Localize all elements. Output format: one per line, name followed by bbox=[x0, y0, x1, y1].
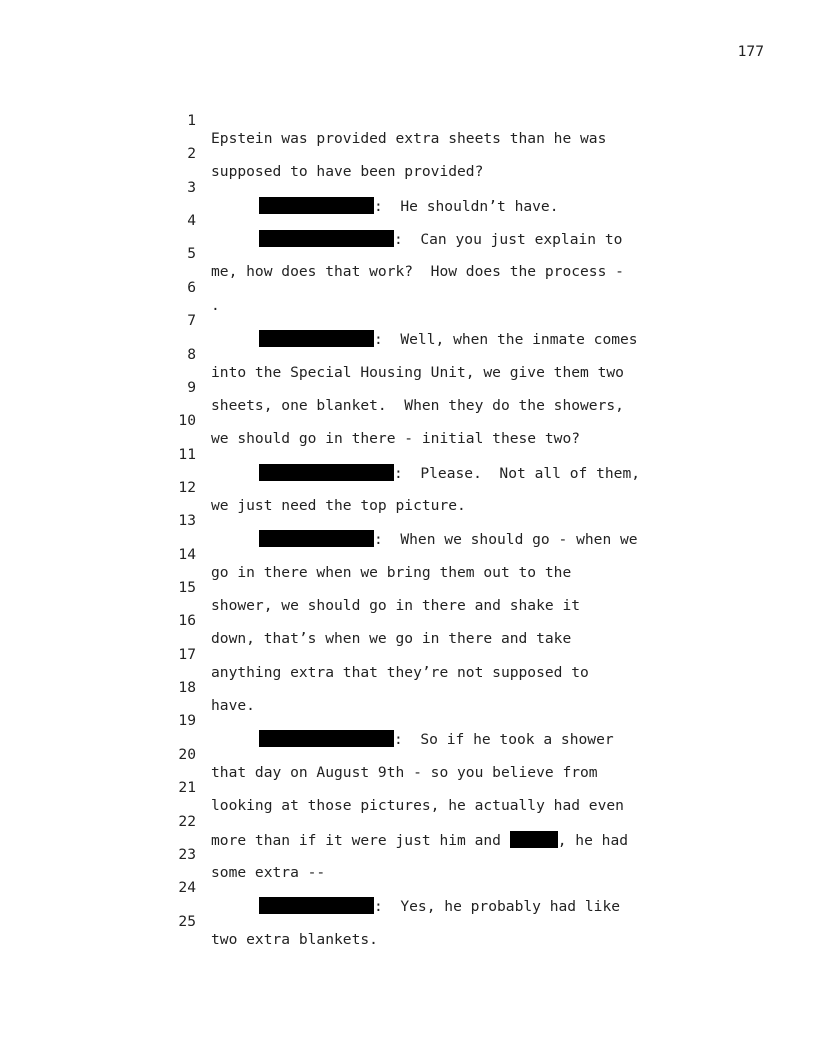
transcript-line bbox=[0, 227, 816, 281]
line-text: we just need the top picture. bbox=[211, 496, 466, 514]
line-text: two extra blankets. bbox=[211, 930, 378, 948]
transcript-line bbox=[0, 461, 816, 514]
transcript-line bbox=[0, 394, 816, 448]
line-text: . bbox=[211, 296, 220, 314]
transcript-line bbox=[0, 127, 816, 181]
transcript-line bbox=[0, 661, 816, 715]
line-number: 6 bbox=[187, 278, 196, 296]
line-text: have. bbox=[211, 697, 255, 715]
line-number: 5 bbox=[187, 245, 196, 263]
transcript-line bbox=[0, 161, 816, 215]
line-number: 19 bbox=[178, 712, 196, 730]
line-number: 8 bbox=[187, 345, 196, 363]
line-text: sheets, one blanket. When they do the showers, bbox=[211, 396, 624, 414]
line-number: 24 bbox=[178, 879, 196, 897]
line-text: : Please. Not all of them, bbox=[394, 464, 641, 482]
line-text: anything extra that they’re not supposed to bbox=[211, 663, 589, 681]
transcript-line bbox=[0, 628, 816, 681]
transcript-line bbox=[0, 828, 816, 881]
line-number: 16 bbox=[178, 612, 196, 630]
line-text: : Can you just explain to bbox=[394, 231, 623, 249]
line-text: looking at those pictures, he actually had even bbox=[211, 797, 624, 815]
transcript-line bbox=[0, 728, 816, 781]
transcript-line bbox=[0, 895, 816, 948]
line-text: we should go in there - initial these two? bbox=[211, 430, 581, 448]
line-text: me, how does that work? How does the process - bbox=[211, 263, 624, 281]
transcript-line bbox=[0, 761, 816, 815]
transcript-line bbox=[0, 261, 816, 314]
transcript-line bbox=[0, 528, 816, 581]
line-text: Epstein was provided extra sheets than he was bbox=[211, 130, 607, 147]
line-number: 7 bbox=[187, 312, 196, 330]
line-text: : When we should go - when we bbox=[374, 531, 638, 549]
line-number: 20 bbox=[178, 745, 196, 763]
transcript-line bbox=[0, 194, 816, 249]
transcript-line bbox=[0, 494, 816, 549]
line-number: 2 bbox=[187, 145, 196, 163]
line-number: 10 bbox=[178, 412, 196, 430]
transcript-line bbox=[0, 294, 816, 349]
line-text: : So if he took a shower bbox=[394, 731, 614, 749]
transcript-line bbox=[0, 861, 816, 916]
line-text: go in there when we bring them out to the bbox=[211, 563, 572, 581]
transcript-body bbox=[0, 94, 816, 948]
line-number: 25 bbox=[178, 912, 196, 930]
line-text: more than if it were just him and bbox=[211, 831, 510, 849]
line-number: 3 bbox=[187, 178, 196, 196]
line-number: 11 bbox=[178, 445, 196, 463]
line-text: shower, we should go in there and shake it bbox=[211, 597, 581, 615]
transcript-line bbox=[0, 694, 816, 749]
transcript-line bbox=[0, 361, 816, 414]
line-text: supposed to have been provided? bbox=[211, 163, 484, 181]
line-text-after: , he had bbox=[557, 831, 629, 849]
page-number: 177 bbox=[737, 43, 764, 60]
line-text: : Well, when the inmate comes bbox=[374, 331, 638, 349]
transcript-line bbox=[0, 594, 816, 648]
line-text: down, that’s when we go in there and take bbox=[211, 630, 572, 648]
line-number: 1 bbox=[187, 112, 196, 129]
line-number: 9 bbox=[187, 378, 196, 396]
line-number: 22 bbox=[178, 812, 196, 830]
line-number: 21 bbox=[178, 779, 196, 797]
line-number: 13 bbox=[178, 512, 196, 530]
transcript-line bbox=[0, 94, 816, 147]
line-text: : He shouldn’t have. bbox=[374, 197, 559, 215]
line-number: 14 bbox=[178, 545, 196, 563]
transcript-line bbox=[0, 428, 816, 482]
line-text: : Yes, he probably had like bbox=[374, 898, 621, 916]
line-number: 15 bbox=[178, 579, 196, 597]
line-text: that day on August 9th - so you believe from bbox=[211, 763, 598, 781]
transcript-line bbox=[0, 795, 816, 849]
line-text: some extra -- bbox=[211, 863, 326, 881]
line-number: 18 bbox=[178, 679, 196, 697]
line-text: into the Special Housing Unit, we give them two bbox=[211, 363, 624, 381]
transcript-line bbox=[0, 328, 816, 381]
line-number: 17 bbox=[178, 645, 196, 663]
line-number: 23 bbox=[178, 845, 196, 863]
line-number: 12 bbox=[178, 478, 196, 496]
transcript-line bbox=[0, 561, 816, 615]
line-number: 4 bbox=[187, 212, 196, 230]
